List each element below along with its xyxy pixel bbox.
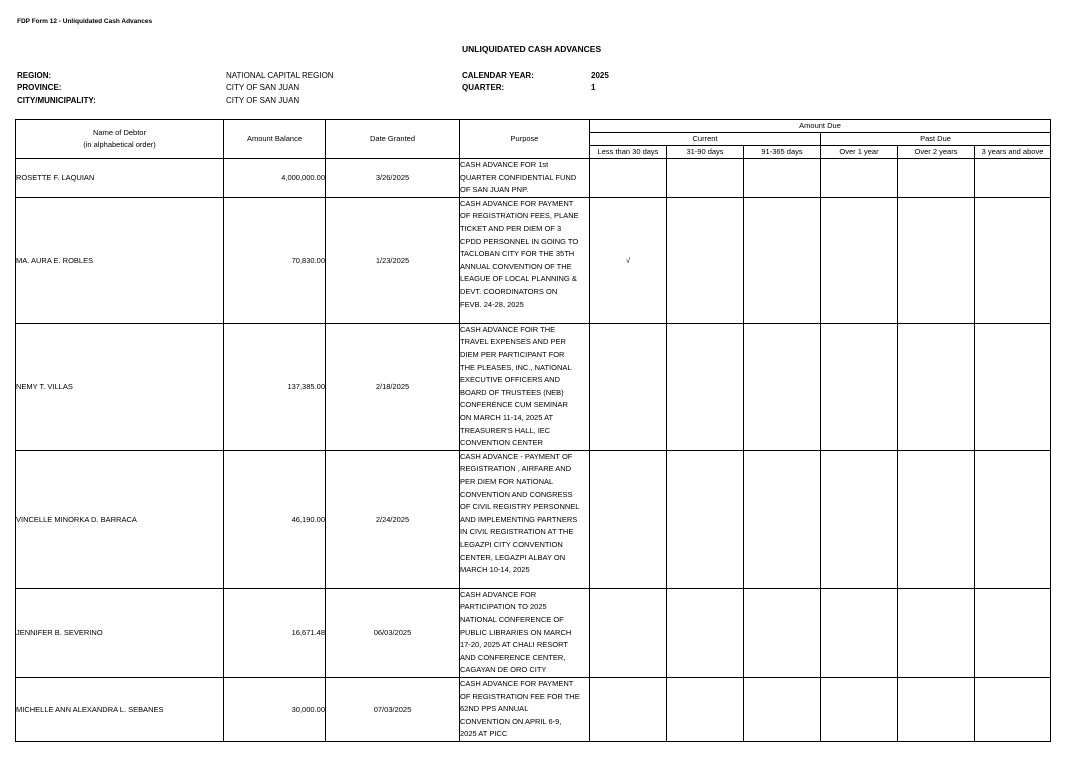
col-header-amount-balance: Amount Balance xyxy=(224,120,326,159)
province-label: PROVINCE: xyxy=(17,83,62,92)
bucket-91-365 xyxy=(744,450,821,588)
purpose-line: CENTER, LEGAZPI ALBAY ON xyxy=(460,552,566,562)
bucket-over-3yr xyxy=(975,159,1051,198)
date-granted: 2/18/2025 xyxy=(326,323,460,450)
purpose-line: CONVENTION CENTER xyxy=(460,438,543,448)
purpose-line: CASH ADVANCE FOR PAYMENT xyxy=(460,198,574,208)
purpose-line: CAGAYAN DE ORO CITY xyxy=(460,665,547,675)
purpose-line: BOARD OF TRUSTEES (NEB) xyxy=(460,387,564,397)
purpose-line: PUBLIC LIBRARIES ON MARCH xyxy=(460,627,572,637)
bucket-31-90 xyxy=(667,159,744,198)
calendar-year-value: 2025 xyxy=(591,71,609,80)
bucket-less-30 xyxy=(590,323,667,450)
col-header-debtor-line2: (in alphabetical order) xyxy=(83,140,156,149)
city-label: CITY/MUNICIPALITY: xyxy=(17,96,96,105)
bucket-over-3yr xyxy=(975,588,1051,677)
purpose-line: CASH ADVANCE FOR PAYMENT xyxy=(460,678,574,688)
col-header-current: Current xyxy=(590,133,821,146)
form-code: FDP Form 12 - Unliquidated Cash Advances xyxy=(17,18,153,25)
purpose-line: QUARTER CONFIDENTIAL FUND xyxy=(460,172,577,182)
table-row xyxy=(16,323,1051,450)
cash-advances-table xyxy=(15,119,1051,742)
bucket-over-2yr xyxy=(898,588,975,677)
bucket-less-30 xyxy=(590,677,667,741)
purpose-line: CASH ADVANCE FOR 1st xyxy=(460,160,549,169)
purpose-line: IN CIVIL REGISTRATION AT THE xyxy=(460,527,574,537)
purpose-line: AND CONFERENCE CENTER, xyxy=(460,652,566,662)
purpose-line: THE PLEASES, INC., NATIONAL xyxy=(460,362,572,372)
bucket-31-90 xyxy=(667,588,744,677)
purpose-line: OF REGISTRATION FEES, PLANE xyxy=(460,211,579,221)
bucket-less-30: √ xyxy=(590,197,667,323)
bucket-91-365 xyxy=(744,588,821,677)
table-row xyxy=(16,588,1051,677)
region-value: NATIONAL CAPITAL REGION xyxy=(226,71,334,80)
purpose-line: CONVENTION AND CONGRESS xyxy=(460,489,573,499)
date-granted: 1/23/2025 xyxy=(326,197,460,323)
bucket-over-3yr xyxy=(975,450,1051,588)
bucket-31-90 xyxy=(667,197,744,323)
purpose-line: LEAGUE OF LOCAL PLANNING & xyxy=(460,274,577,284)
purpose-line: TREASURER'S HALL, IEC xyxy=(460,425,551,435)
purpose-line: AND IMPLEMENTING PARTNERS xyxy=(460,514,578,524)
col-header-91-365: 91-365 days xyxy=(744,146,821,159)
debtor-name: ROSETTE F. LAQUIAN xyxy=(16,159,224,198)
col-header-past-due: Past Due xyxy=(821,133,1051,146)
bucket-over-3yr xyxy=(975,677,1051,741)
bucket-over-2yr xyxy=(898,677,975,741)
col-header-debtor xyxy=(16,120,224,159)
table-row xyxy=(16,677,1051,741)
date-granted: 07/03/2025 xyxy=(326,677,460,741)
city-value: CITY OF SAN JUAN xyxy=(226,96,300,105)
quarter-label: QUARTER: xyxy=(462,83,505,92)
bucket-over-1yr xyxy=(821,159,898,198)
col-header-over-3yr: 3 years and above xyxy=(975,146,1051,159)
quarter-value: 1 xyxy=(591,83,596,92)
bucket-91-365 xyxy=(744,677,821,741)
bucket-31-90 xyxy=(667,677,744,741)
purpose-line: CPDD PERSONNEL IN GOING TO xyxy=(460,236,579,246)
table-row xyxy=(16,450,1051,588)
table-row xyxy=(16,197,1051,323)
amount-balance: 46,190.00 xyxy=(224,450,326,588)
bucket-less-30 xyxy=(590,450,667,588)
purpose-line: CONVENTION ON APRIL 6-9, xyxy=(460,716,562,726)
debtor-name: NEMY T. VILLAS xyxy=(16,323,224,450)
purpose-line: NATIONAL CONFERENCE OF xyxy=(460,614,564,624)
col-header-less-30: Less than 30 days xyxy=(590,146,667,159)
debtor-name: JENNIFER B. SEVERINO xyxy=(16,588,224,677)
bucket-over-3yr xyxy=(975,323,1051,450)
province-value: CITY OF SAN JUAN xyxy=(226,83,300,92)
purpose-cell xyxy=(460,677,590,741)
purpose-line: EXECUTIVE OFFICERS AND xyxy=(460,375,561,385)
purpose-line: PER DIEM FOR NATIONAL xyxy=(460,476,554,486)
purpose-line: OF REGISTRATION FEE FOR THE xyxy=(460,691,580,701)
purpose-line: PARTICIPATION TO 2025 xyxy=(460,602,547,612)
date-granted: 3/26/2025 xyxy=(326,159,460,198)
calendar-year-label: CALENDAR YEAR: xyxy=(462,71,534,80)
bucket-over-2yr xyxy=(898,197,975,323)
purpose-line: MARCH 10-14, 2025 xyxy=(460,565,530,575)
purpose-line: REGISTRATION , AIRFARE AND xyxy=(460,464,572,474)
purpose-line: 2025 AT PICC xyxy=(460,729,508,739)
purpose-line: CONFERENCE CUM SEMINAR xyxy=(460,400,568,410)
bucket-less-30 xyxy=(590,159,667,198)
bucket-over-3yr xyxy=(975,197,1051,323)
purpose-cell xyxy=(460,588,590,677)
purpose-line: LEGAZPI CITY CONVENTION xyxy=(460,539,563,549)
debtor-name: MA. AURA E. ROBLES xyxy=(16,197,224,323)
amount-balance: 70,830.00 xyxy=(224,197,326,323)
purpose-line: TRAVEL EXPENSES AND PER xyxy=(460,337,566,347)
bucket-31-90 xyxy=(667,323,744,450)
purpose-line: 17-20, 2025 AT CHALI RESORT xyxy=(460,640,568,650)
bucket-over-2yr xyxy=(898,323,975,450)
document-title: UNLIQUIDATED CASH ADVANCES xyxy=(462,44,602,54)
col-header-amount-due: Amount Due xyxy=(590,120,1051,133)
bucket-over-1yr xyxy=(821,677,898,741)
bucket-31-90 xyxy=(667,450,744,588)
amount-balance: 30,000.00 xyxy=(224,677,326,741)
purpose-cell xyxy=(460,159,590,198)
purpose-line: CASH ADVANCE - PAYMENT OF xyxy=(460,451,573,461)
purpose-line: TACLOBAN CITY FOR THE 35TH xyxy=(460,249,575,259)
col-header-purpose: Purpose xyxy=(460,120,590,159)
col-header-over-1yr: Over 1 year xyxy=(821,146,898,159)
bucket-over-1yr xyxy=(821,450,898,588)
debtor-name: MICHELLE ANN ALEXANDRA L. SEBANES xyxy=(16,677,224,741)
region-label: REGION: xyxy=(17,71,52,80)
bucket-over-1yr xyxy=(821,323,898,450)
purpose-line: CASH ADVANCE FOR xyxy=(460,589,537,599)
bucket-91-365 xyxy=(744,323,821,450)
purpose-cell xyxy=(460,450,590,588)
debtor-name: VINCELLE MINORKA D. BARRACA xyxy=(16,450,224,588)
amount-balance: 137,385.00 xyxy=(224,323,326,450)
purpose-line: DEVT. COORDINATORS ON xyxy=(460,286,558,296)
purpose-line: OF CIVIL REGISTRY PERSONNEL xyxy=(460,502,580,512)
amount-balance: 16,671.48 xyxy=(224,588,326,677)
bucket-over-2yr xyxy=(898,159,975,198)
purpose-line: DIEM PER PARTICIPANT FOR xyxy=(460,349,565,359)
bucket-over-1yr xyxy=(821,197,898,323)
date-granted: 06/03/2025 xyxy=(326,588,460,677)
amount-balance: 4,000,000.00 xyxy=(224,159,326,198)
purpose-line: OF SAN JUAN PNP. xyxy=(460,185,529,195)
bucket-less-30 xyxy=(590,588,667,677)
purpose-cell xyxy=(460,197,590,323)
bucket-over-1yr xyxy=(821,588,898,677)
purpose-line: ANNUAL CONVENTION OF THE xyxy=(460,261,572,271)
bucket-91-365 xyxy=(744,197,821,323)
col-header-date-granted: Date Granted xyxy=(326,120,460,159)
table-row xyxy=(16,159,1051,198)
purpose-line: FEVB. 24-28, 2025 xyxy=(460,299,524,309)
purpose-line: 62ND PPS ANNUAL xyxy=(460,704,529,714)
purpose-line: CASH ADVANCE FOIR THE xyxy=(460,324,556,334)
date-granted: 2/24/2025 xyxy=(326,450,460,588)
col-header-debtor-line1: Name of Debtor xyxy=(93,128,146,137)
col-header-31-90: 31-90 days xyxy=(667,146,744,159)
purpose-line: ON MARCH 11-14, 2025 AT xyxy=(460,412,554,422)
purpose-cell xyxy=(460,323,590,450)
purpose-line: TICKET AND PER DIEM OF 3 xyxy=(460,223,562,233)
col-header-over-2yr: Over 2 years xyxy=(898,146,975,159)
bucket-91-365 xyxy=(744,159,821,198)
bucket-over-2yr xyxy=(898,450,975,588)
